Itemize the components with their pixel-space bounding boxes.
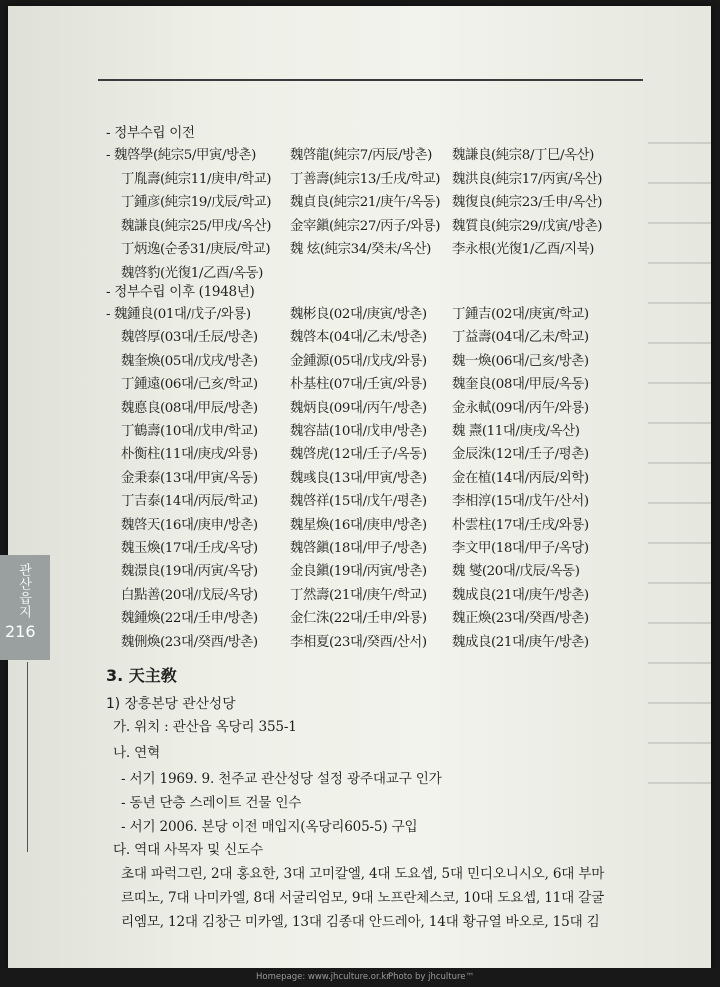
section-before-title: - 정부수립 이전 <box>106 125 195 141</box>
chapter-sub1: 1) 장흥본당 관산성당 <box>106 696 236 712</box>
bleed-through-text <box>648 116 711 816</box>
after-entry: 魏彬良(02대/庚寅/방촌) <box>290 307 427 322</box>
after-entry: 朴基柱(07대/壬寅/와룡) <box>290 377 427 393</box>
before-entry: 金宰鎭(純宗27/丙子/와룡) <box>290 218 441 234</box>
after-entry: 朴衡柱(11대/庚戌/와룡) <box>121 447 258 463</box>
paragraph-line: 리엠모, 12대 김창근 미카엘, 13대 김종대 안드레아, 14대 황규열 바오로, 15대 김 <box>121 914 600 930</box>
before-entry: 魏貞良(純宗21/庚午/옥동) <box>290 195 441 210</box>
after-entry: 丁鍾遠(06대/己亥/학교) <box>121 377 258 393</box>
history-line: - 동년 단층 스레이트 건물 인수 <box>121 795 302 811</box>
item-history: 나. 연혁 <box>113 745 161 761</box>
after-entry: 魏星煥(16대/庚申/방촌) <box>290 517 427 533</box>
before-entry: 李永根(光復1/乙酉/지북) <box>452 242 594 257</box>
before-entry: 魏 炫(純宗34/癸未/옥산) <box>290 242 431 257</box>
chapter-title: 3. 天主敎 <box>106 666 177 685</box>
before-entry: 魏啓龍(純宗7/丙辰/방촌) <box>290 148 432 163</box>
item-priests: 다. 역대 사목자 및 신도수 <box>113 842 263 858</box>
after-entry: 李相淳(15대/戊午/산서) <box>452 494 589 510</box>
after-entry: 魏啓本(04대/乙未/방촌) <box>290 330 427 346</box>
after-entry: 魏澋良(19대/丙寅/옥당) <box>121 564 258 580</box>
after-entry: 李相夏(23대/癸酉/산서) <box>290 634 427 650</box>
after-entry: 金良鎭(19대/丙寅/방촌) <box>290 564 427 580</box>
after-entry: 魏成良(21대/庚午/방촌) <box>452 634 589 650</box>
after-entry: 朴雲柱(17대/壬戌/와룡) <box>452 517 589 533</box>
after-entry: 丁然壽(21대/庚午/학교) <box>290 587 427 603</box>
before-entry: - 魏啓學(純宗5/甲寅/방촌) <box>106 148 256 163</box>
after-entry: 丁益壽(04대/乙未/학교) <box>452 330 589 346</box>
side-rule <box>27 662 28 852</box>
item-location: 가. 위치 : 관산읍 옥당리 355-1 <box>113 719 297 735</box>
before-entry: 魏啓豹(光復1/乙酉/옥동) <box>121 265 263 281</box>
before-entry: 丁炳逸(순종31/庚辰/학교) <box>121 242 271 257</box>
before-entry: 丁鍾彦(純宗19/戊辰/학교) <box>121 195 272 210</box>
after-entry: 魏啓祥(15대/戊午/평촌) <box>290 494 427 510</box>
after-entry: 金在植(14대/丙辰/외학) <box>452 470 589 486</box>
after-entry: 魏 燮(20대/戊辰/옥동) <box>452 564 580 580</box>
history-line: - 서기 2006. 본당 이전 매입지(옥당리605-5) 구입 <box>121 819 418 835</box>
after-entry: 魏鍾煥(22대/壬申/방촌) <box>121 611 258 627</box>
paragraph-line: 르띠노, 7대 나미카엘, 8대 서굴리엄모, 9대 노프란체스코, 10대 도요셉, 11대 갈굴 <box>121 890 605 906</box>
after-entry: 魏啓厚(03대/壬辰/방촌) <box>121 330 258 346</box>
section-after-title: - 정부수립 이후 (1948년) <box>106 284 255 300</box>
after-entry: 魏啓天(16대/庚申/방촌) <box>121 517 258 533</box>
after-entry: 魏炳良(09대/丙午/방촌) <box>290 400 427 416</box>
after-entry: 魏正煥(23대/癸酉/방촌) <box>452 611 589 627</box>
after-entry: 魏 燾(11대/庚戌/옥산) <box>452 424 580 439</box>
after-entry: 魏一煥(06대/己亥/방촌) <box>452 353 589 369</box>
after-entry: 魏玉煥(17대/壬戌/옥당) <box>121 541 258 556</box>
after-entry: 魏容喆(10대/戊申/방촌) <box>290 424 427 439</box>
after-entry: 李文甲(18대/甲子/옥당) <box>452 541 589 556</box>
history-line: - 서기 1969. 9. 천주교 관산성당 설정 광주대교구 인가 <box>121 771 442 787</box>
before-entry: 魏質良(純宗29/戊寅/방촌) <box>452 218 603 234</box>
after-entry: 魏啓虎(12대/壬子/옥동) <box>290 447 427 463</box>
after-entry: 魏彧良(13대/甲寅/방촌) <box>290 470 427 486</box>
after-entry: 金辰洙(12대/壬子/평촌) <box>452 447 589 463</box>
after-entry: 魏啓鎭(18대/甲子/방촌) <box>290 541 427 556</box>
after-entry: 白點善(20대/戊辰/옥당) <box>121 587 258 603</box>
after-entry: 魏成良(21대/庚午/방촌) <box>452 587 589 603</box>
after-entry: 金秉泰(13대/甲寅/옥동) <box>121 470 258 486</box>
before-entry: 魏謙良(純宗8/丁巳/옥산) <box>452 148 594 163</box>
after-entry: 丁吉泰(14대/丙辰/학교) <box>121 494 258 510</box>
before-entry: 魏復良(純宗23/壬申/옥산) <box>452 195 603 210</box>
after-entry: 丁鶴壽(10대/戊申/학교) <box>121 424 258 439</box>
after-entry: 金鍾源(05대/戊戌/와룡) <box>290 353 427 369</box>
after-entry: 金永軾(09대/丙午/와룡) <box>452 400 589 416</box>
before-entry: 丁胤壽(純宗11/庚申/학교) <box>121 171 272 187</box>
header-rule <box>98 79 643 81</box>
after-entry: 魏奎煥(05대/戊戌/방촌) <box>121 353 258 369</box>
after-entry: 丁鍾吉(02대/庚寅/학교) <box>452 307 589 322</box>
before-entry: 魏洪良(純宗17/丙寅/옥산) <box>452 171 603 187</box>
after-entry: - 魏鍾良(01대/戊子/와룡) <box>106 307 251 322</box>
after-entry: 魏侀煥(23대/癸酉/방촌) <box>121 634 258 650</box>
side-label: 관산읍지 <box>16 563 31 619</box>
before-entry: 魏謙良(純宗25/甲戌/옥산) <box>121 218 272 234</box>
after-entry: 金仁洙(22대/壬申/와룡) <box>290 611 427 627</box>
paragraph-line: 초대 파럭그린, 2대 홍요한, 3대 고미칼엘, 4대 도요셉, 5대 민디오니시오, 6대 부마 <box>121 866 605 882</box>
footer-photo-credit: Photo by jhculture™ <box>388 972 475 982</box>
before-entry: 丁善壽(純宗13/壬戌/학교) <box>290 171 441 187</box>
footer-homepage: Homepage: www.jhculture.or.kr <box>256 972 390 982</box>
after-entry: 魏悳良(08대/甲辰/방촌) <box>121 400 258 416</box>
page-number: 216 <box>5 622 36 641</box>
after-entry: 魏奎良(08대/甲辰/옥동) <box>452 377 589 393</box>
